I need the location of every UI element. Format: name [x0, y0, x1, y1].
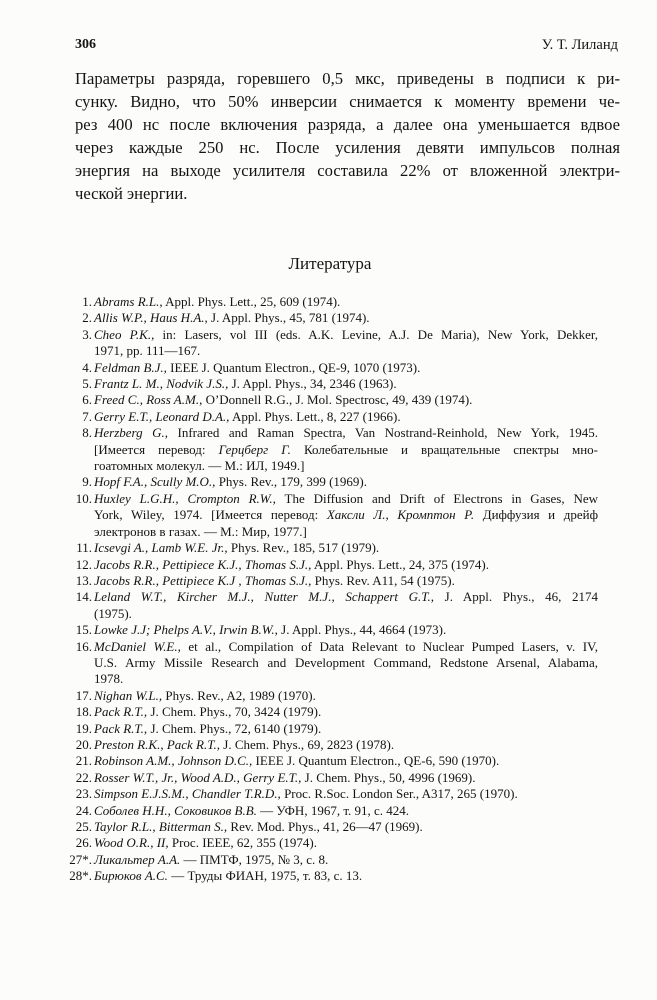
reference-item	[75, 688, 598, 704]
reference-item	[75, 327, 598, 360]
reference-number: 21.	[75, 753, 92, 769]
reference-line	[94, 852, 598, 868]
reference-item	[75, 753, 598, 769]
reference-author-segment: Хаксли Л., Кромптон Р.	[326, 507, 475, 523]
reference-text-segment: York, Wiley, 1974. [Имеется перевод:	[94, 507, 327, 523]
reference-line	[94, 507, 598, 523]
reference-item	[75, 704, 598, 720]
reference-line	[94, 458, 598, 474]
reference-author-segment: Pack R.T.,	[94, 704, 148, 720]
paragraph-line: рез 400 нс после включения разряда, а далее она уменьшается вдвое	[75, 114, 620, 134]
reference-number: 4.	[82, 359, 92, 375]
reference-text-segment: Infrared and Raman Spectra, Van Nostrand-Reinhold, New York, 1945.	[168, 425, 599, 441]
reference-line	[94, 606, 598, 622]
reference-author-segment: Taylor R.L., Bitterman S.,	[94, 819, 228, 834]
reference-item	[75, 294, 598, 310]
reference-text-segment: U.S. Army Missile Research and Development Command, Redstone Arsenal, Alabama,	[94, 654, 598, 670]
reference-text-segment: Appl. Phys. Lett., 8, 227 (1966).	[229, 408, 401, 424]
reference-text-segment: — Труды ФИАН, 1975, т. 83, с. 13.	[167, 868, 363, 884]
reference-item	[75, 376, 598, 392]
reference-line	[94, 819, 598, 835]
reference-line	[94, 474, 598, 490]
reference-number: 19.	[75, 720, 92, 736]
reference-author-segment: Cheo P.K.,	[94, 326, 155, 342]
reference-author-segment: Wood O.R., II,	[94, 835, 169, 851]
reference-text-segment: гоатомных молекул. — М.: ИЛ, 1949.]	[94, 458, 305, 474]
reference-number: 7.	[82, 408, 92, 424]
reference-text-segment: Phys. Rev., 179, 399 (1969).	[215, 474, 367, 490]
reference-number: 2.	[82, 310, 92, 326]
reference-number: 9.	[82, 474, 92, 490]
reference-item	[75, 409, 598, 425]
reference-line	[94, 753, 598, 769]
reference-number: 18.	[75, 704, 92, 720]
reference-line	[94, 835, 598, 851]
reference-text-segment: Phys. Rev., 185, 517 (1979).	[227, 540, 380, 556]
reference-text-segment: O’Donnell R.G., J. Mol. Spectrosc, 49, 439 (1974).	[202, 392, 473, 408]
reference-line	[94, 425, 598, 441]
reference-number: 27*.	[69, 851, 92, 867]
reference-author-segment: Герцберг Г.	[218, 441, 291, 457]
reference-author-segment: Herzberg G.,	[94, 425, 169, 441]
reference-number: 26.	[75, 835, 92, 851]
reference-item	[69, 851, 598, 868]
reference-author-segment: Robinson A.M., Johnson D.C.,	[94, 753, 253, 769]
reference-author-segment: Frantz L. M., Nodvik J.S.,	[94, 376, 229, 392]
paragraph-line: через каждые 250 нс. После усиления девяти импульсов полная	[75, 137, 620, 157]
reference-text-segment: J. Chem. Phys., 69, 2823 (1978).	[220, 736, 395, 752]
reference-author-segment: Hopf F.A., Scully M.O.,	[94, 474, 216, 490]
reference-item	[75, 622, 598, 638]
reference-number: 22.	[75, 769, 92, 785]
reference-author-segment: McDaniel W.E.,	[94, 638, 181, 654]
reference-text-segment: J. Chem. Phys., 50, 4996 (1969).	[301, 769, 476, 785]
reference-item	[75, 786, 598, 802]
reference-line	[94, 688, 598, 704]
page-number: 306	[75, 37, 96, 52]
reference-number: 16.	[75, 638, 92, 654]
reference-number: 24.	[75, 802, 92, 818]
reference-number: 23.	[75, 786, 92, 802]
reference-text-segment: IEEE J. Quantum Electron., QE-6, 590 (1970).	[252, 753, 500, 769]
reference-author-segment: Nighan W.L.,	[94, 687, 163, 703]
reference-author-segment: Huxley L.G.H., Crompton R.W.,	[94, 490, 276, 506]
reference-author-segment: Pack R.T.,	[94, 720, 148, 736]
reference-item	[69, 868, 598, 884]
reference-text-segment: (1975).	[94, 605, 132, 621]
reference-text-segment: — ПМТФ, 1975, № 3, с. 8.	[180, 851, 329, 867]
reference-text-segment: J. Appl. Phys., 34, 2346 (1963).	[228, 376, 397, 392]
reference-item	[75, 310, 598, 326]
paragraph-line: энергия на выходе усилителя составила 22% от вложенной электри-	[75, 160, 620, 180]
reference-line	[94, 360, 598, 376]
reference-line	[94, 524, 598, 540]
reference-text-segment: Rev. Mod. Phys., 41, 26—47 (1969).	[227, 819, 423, 834]
reference-item	[75, 474, 598, 490]
reference-number: 14.	[75, 589, 92, 605]
reference-item	[75, 360, 598, 376]
reference-item	[75, 835, 598, 851]
reference-number: 25.	[75, 819, 92, 834]
reference-author-segment: Preston R.K., Pack R.T.,	[94, 736, 221, 752]
reference-author-segment: Simpson E.J.S.M., Chandler T.R.D.,	[94, 786, 281, 802]
reference-text-segment: J. Appl. Phys., 46, 2174	[434, 589, 598, 605]
reference-line	[94, 737, 598, 753]
reference-item	[75, 425, 598, 474]
reference-text-segment: J. Appl. Phys., 44, 4664 (1973).	[277, 622, 447, 638]
reference-text-segment: J. Appl. Phys., 45, 781 (1974).	[207, 310, 370, 326]
reference-number: 5.	[82, 376, 92, 392]
reference-text-segment: 1978.	[94, 671, 124, 687]
reference-line	[94, 310, 598, 326]
reference-line	[94, 671, 598, 687]
reference-line	[94, 639, 598, 655]
reference-author-segment: Rosser W.T., Jr., Wood A.D., Gerry E.T.,	[94, 769, 302, 785]
reference-text-segment: The Diffusion and Drift of Electrons in Gases, New	[275, 490, 598, 506]
reference-item	[75, 639, 598, 688]
reference-number: 10.	[75, 490, 92, 506]
reference-line	[94, 721, 598, 737]
reference-number: 28*.	[69, 868, 92, 884]
reference-line	[94, 786, 598, 802]
reference-line	[94, 655, 598, 671]
reference-number: 12.	[75, 556, 92, 572]
reference-item	[75, 803, 598, 819]
reference-text-segment: Proc. R.Soc. London Ser., A317, 265 (1970).	[280, 786, 518, 802]
references-heading: Литература	[288, 254, 372, 273]
paragraph-line: Параметры разряда, горевшего 0,5 мкс, приведены в подписи к ри-	[75, 69, 620, 88]
reference-text-segment: J. Chem. Phys., 72, 6140 (1979).	[147, 720, 322, 736]
reference-line	[94, 589, 598, 605]
body-paragraph	[75, 68, 620, 205]
reference-line	[94, 622, 598, 638]
reference-author-segment: Jacobs R.R., Pettipiece K.J., Thomas S.J.,	[94, 556, 312, 572]
reference-text-segment: Appl. Phys. Lett., 24, 375 (1974).	[311, 556, 490, 572]
reference-item	[75, 491, 598, 540]
reference-author-segment: Jacobs R.R., Pettipiece K.J , Thomas S.J.,	[94, 572, 312, 588]
reference-text-segment: — УФН, 1967, т. 91, с. 424.	[256, 802, 410, 818]
paragraph-line: ческой энергии.	[75, 183, 188, 203]
reference-line	[94, 442, 598, 458]
reference-line	[94, 343, 598, 359]
reference-author-segment: Ликальтер А.А.	[94, 851, 181, 867]
reference-number: 13.	[75, 572, 92, 588]
reference-item	[75, 737, 598, 753]
reference-item	[75, 557, 598, 573]
reference-item	[75, 392, 598, 408]
reference-item	[75, 819, 598, 835]
paragraph-line: сунку. Видно, что 50% инверсии снимается к моменту времени че-	[75, 91, 620, 111]
reference-line	[94, 868, 598, 884]
reference-number: 8.	[82, 425, 92, 441]
running-title: У. Т. Лиланд	[541, 37, 618, 53]
reference-line	[94, 770, 598, 786]
reference-author-segment: Соболев Н.Н., Соковиков В.В.	[94, 802, 257, 818]
reference-author-segment: Leland W.T., Kircher M.J., Nutter M.J., Schappert G.T.,	[94, 589, 435, 605]
reference-line	[94, 573, 598, 589]
reference-author-segment: Gerry E.T., Leonard D.A.,	[94, 408, 230, 424]
reference-author-segment: Icsevgi A., Lamb W.E. Jr.,	[94, 540, 228, 556]
reference-item	[75, 770, 598, 786]
reference-line	[94, 376, 598, 392]
reference-line	[94, 704, 598, 720]
reference-text-segment: et al., Compilation of Data Relevant to Nuclear Pumped Lasers, v. IV,	[180, 638, 599, 654]
reference-line	[94, 392, 598, 408]
reference-number: 11.	[76, 540, 92, 556]
reference-text-segment: 1971, pp. 111—167.	[94, 343, 201, 359]
reference-number: 1.	[82, 294, 92, 309]
reference-text-segment: Phys. Rev., A2, 1989 (1970).	[162, 687, 316, 703]
reference-item	[75, 721, 598, 737]
reference-line	[94, 540, 598, 556]
reference-item	[75, 589, 598, 622]
reference-item	[75, 540, 598, 556]
reference-line	[94, 294, 598, 310]
reference-author-segment: Feldman B.J.,	[94, 359, 167, 375]
reference-text-segment: электронов в газах. — М.: Мир, 1977.]	[94, 523, 307, 539]
reference-item	[75, 573, 598, 589]
reference-author-segment: Бирюков А.С.	[94, 868, 168, 884]
reference-text-segment: Phys. Rev. A11, 54 (1975).	[311, 572, 455, 588]
reference-author-segment: Lowke J.J; Phelps A.V., Irwin B.W.,	[94, 622, 278, 638]
reference-number: 15.	[75, 622, 92, 638]
reference-text-segment: Proc. IEEE, 62, 355 (1974).	[168, 835, 318, 851]
reference-text-segment: [Имеется перевод:	[94, 441, 219, 457]
reference-text-segment: Колебательные и вращательные спектры мно-	[290, 441, 598, 457]
reference-author-segment: Allis W.P., Haus H.A.,	[94, 310, 208, 326]
reference-line	[94, 409, 598, 425]
reference-author-segment: Freed C., Ross A.M.,	[94, 392, 203, 408]
reference-author-segment: Abrams R.L.,	[94, 294, 163, 309]
reference-text-segment: IEEE J. Quantum Electron., QE-9, 1070 (1973).	[166, 359, 421, 375]
reference-text-segment: Appl. Phys. Lett., 25, 609 (1974).	[162, 294, 341, 309]
reference-number: 3.	[82, 326, 92, 342]
reference-text-segment: J. Chem. Phys., 70, 3424 (1979).	[147, 704, 322, 720]
reference-number: 6.	[82, 392, 92, 408]
reference-text-segment: Диффузия и дрейф	[474, 507, 598, 523]
reference-number: 17.	[75, 687, 92, 703]
reference-line	[94, 491, 598, 507]
reference-line	[94, 327, 598, 343]
reference-number: 20.	[75, 736, 92, 752]
reference-line	[94, 803, 598, 819]
reference-line	[94, 557, 598, 573]
references-list	[69, 294, 599, 885]
reference-text-segment: in: Lasers, vol III (eds. A.K. Levine, A.J. De Maria), New York, Dekker,	[154, 326, 598, 342]
